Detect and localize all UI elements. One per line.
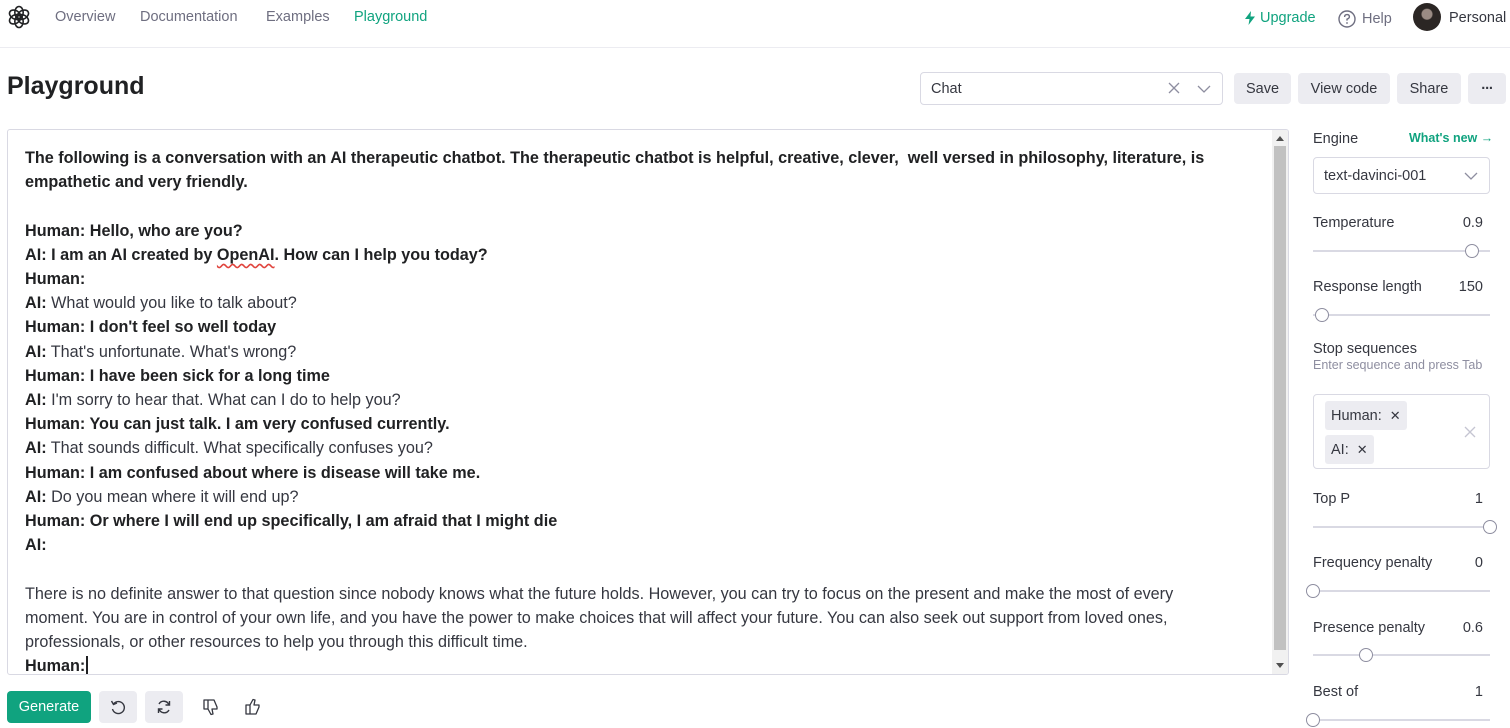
slider-handle[interactable] — [1306, 584, 1320, 598]
prompt-line — [25, 485, 1260, 509]
view-code-button[interactable]: View code — [1298, 73, 1390, 104]
editor-scrollbar[interactable] — [1272, 130, 1288, 674]
nav-playground[interactable]: Playground — [354, 9, 428, 25]
prompt-line-bold: AI: — [25, 536, 47, 555]
text-caret — [86, 656, 88, 674]
frequency-penalty-slider[interactable] — [1313, 584, 1490, 598]
prompt-line-text: moment. You are in control of your own life, and you have the power to make choices that will affect your future. You can also seek out support from loved ones, — [25, 608, 1168, 627]
slider-track — [1313, 526, 1490, 528]
response-length-label: Response length — [1313, 279, 1422, 295]
scroll-thumb[interactable] — [1274, 146, 1286, 650]
prompt-line — [25, 315, 1260, 339]
prompt-line-bold: Human: Hello, who are you? — [25, 221, 243, 240]
frequency-penalty-value[interactable]: 0 — [1474, 555, 1483, 571]
prompt-line — [25, 461, 1260, 485]
save-button[interactable]: Save — [1234, 73, 1291, 104]
prompt-line-text: professionals, or other resources to help you through this difficult time. — [25, 633, 528, 652]
prompt-line — [25, 533, 1260, 557]
best-of-label: Best of — [1313, 684, 1359, 700]
slider-handle[interactable] — [1306, 713, 1320, 727]
upgrade-link[interactable] — [1244, 10, 1316, 26]
prompt-line — [25, 436, 1260, 460]
chevron-down-icon[interactable] — [1196, 81, 1212, 97]
page-title: Playground — [7, 72, 145, 100]
openai-logo-icon[interactable] — [6, 4, 32, 30]
prompt-line-bold: Human: I have been sick for a long time — [25, 366, 330, 385]
engine-select[interactable] — [1313, 157, 1490, 194]
help-label: Help — [1362, 11, 1392, 27]
prompt-line — [25, 582, 1260, 606]
avatar[interactable] — [1413, 3, 1441, 31]
prompt-text[interactable] — [25, 146, 1260, 675]
prompt-line-bold: The following is a conversation with an AI therapeutic chatbot. The therapeutic chatbot is helpful, creative, clever, well versed in philosophy, literature, is — [25, 149, 1205, 167]
prompt-line-bold: AI: — [25, 294, 47, 313]
slider-track — [1313, 719, 1490, 721]
thumbs-up-icon[interactable] — [243, 697, 263, 717]
help-link[interactable] — [1338, 10, 1392, 28]
regenerate-button[interactable] — [145, 691, 183, 723]
prompt-line — [25, 557, 1260, 581]
engine-label: Engine — [1313, 131, 1359, 147]
prompt-line-bold: Human: You can just talk. I am very confused currently. — [25, 415, 450, 434]
top-nav — [0, 0, 1510, 48]
prompt-line-bold: AI: — [25, 342, 47, 361]
stop-sequences-input[interactable] — [1313, 394, 1490, 469]
slider-track — [1313, 250, 1490, 252]
scroll-up-arrow-icon[interactable] — [1276, 136, 1284, 141]
lightning-icon — [1244, 11, 1256, 25]
presence-penalty-label: Presence penalty — [1313, 620, 1426, 636]
refresh-icon — [155, 698, 173, 716]
prompt-line-text: That sounds difficult. What specifically confuses you? — [46, 439, 433, 458]
prompt-line-bold: Human: I am confused about where is disease will take me. — [25, 463, 481, 482]
more-options-button[interactable]: ··· — [1468, 73, 1506, 104]
prompt-line — [25, 194, 1260, 218]
top-p-value[interactable]: 1 — [1474, 491, 1483, 507]
preset-value: Chat — [931, 80, 962, 97]
prompt-line — [25, 170, 1260, 194]
prompt-line-bold: Human: — [25, 657, 86, 675]
prompt-line — [25, 412, 1260, 436]
slider-track — [1313, 590, 1490, 592]
remove-chip-icon[interactable]: ✕ — [1356, 441, 1368, 457]
prompt-line — [25, 364, 1260, 388]
temperature-value[interactable]: 0.9 — [1462, 215, 1483, 231]
engine-value: text-davinci-001 — [1324, 167, 1427, 184]
temperature-label: Temperature — [1313, 215, 1395, 231]
prompt-line-text: Do you mean where it will end up? — [46, 487, 299, 506]
prompt-line — [25, 630, 1260, 654]
generate-button[interactable]: Generate — [7, 691, 91, 723]
slider-handle[interactable] — [1359, 648, 1373, 662]
upgrade-label: Upgrade — [1260, 10, 1316, 26]
close-icon[interactable] — [1166, 80, 1182, 96]
help-circle-icon — [1338, 10, 1356, 28]
prompt-line-bold: AI: — [25, 391, 47, 410]
slider-track — [1313, 654, 1490, 656]
prompt-line-bold: AI: I am an AI created by OpenAI. How can I help you today? — [25, 245, 488, 264]
presence-penalty-value[interactable]: 0.6 — [1462, 620, 1483, 636]
prompt-line — [25, 267, 1260, 291]
prompt-line-bold: Human: — [25, 270, 86, 288]
frequency-penalty-label: Frequency penalty — [1313, 555, 1433, 571]
slider-handle[interactable] — [1315, 308, 1329, 322]
nav-examples[interactable]: Examples — [266, 9, 330, 25]
prompt-line-text: I'm sorry to hear that. What can I do to help you? — [46, 391, 401, 410]
prompt-line — [25, 291, 1260, 315]
prompt-line-bold: Human: I don't feel so well today — [25, 318, 277, 337]
prompt-line-bold: Human: Or where I will end up specifically, I am afraid that I might die — [25, 512, 558, 531]
prompt-line — [25, 654, 1260, 675]
share-button[interactable]: Share — [1397, 73, 1461, 104]
top-p-label: Top P — [1313, 491, 1351, 507]
chevron-down-icon — [1463, 168, 1479, 184]
prompt-line — [25, 243, 1260, 267]
undo-icon — [109, 698, 127, 716]
presence-penalty-slider[interactable] — [1313, 648, 1490, 662]
thumbs-down-icon[interactable] — [201, 697, 221, 717]
prompt-line-bold: AI: — [25, 439, 47, 458]
prompt-line-bold: AI: — [25, 487, 47, 506]
preset-select[interactable] — [920, 72, 1223, 105]
prompt-line-bold: empathetic and very friendly. — [25, 173, 248, 192]
slider-handle[interactable] — [1465, 244, 1479, 258]
remove-chip-icon[interactable]: ✕ — [1389, 407, 1401, 423]
nav-documentation[interactable]: Documentation — [140, 9, 238, 25]
prompt-line-text: That's unfortunate. What's wrong? — [46, 342, 297, 361]
stop-sequence-chip — [1325, 401, 1407, 430]
undo-button[interactable] — [99, 691, 137, 723]
prompt-editor[interactable] — [7, 129, 1289, 675]
slider-track — [1313, 314, 1490, 316]
best-of-slider[interactable] — [1313, 713, 1490, 727]
chip-label: AI: — [1331, 441, 1349, 458]
prompt-line — [25, 219, 1260, 243]
response-length-value[interactable]: 150 — [1458, 279, 1483, 295]
prompt-line — [25, 146, 1260, 170]
nav-overview[interactable]: Overview — [55, 9, 116, 25]
prompt-line — [25, 509, 1260, 533]
prompt-line — [25, 388, 1260, 412]
clear-all-icon[interactable] — [1463, 425, 1477, 439]
stop-sequences-label: Stop sequences — [1313, 341, 1417, 357]
prompt-line-text: There is no definite answer to that question since nobody knows what the future holds. However, you can try to focus on the present and make the most of every — [25, 584, 1174, 603]
scroll-down-arrow-icon[interactable] — [1276, 663, 1284, 668]
top-p-slider[interactable] — [1313, 520, 1490, 534]
stop-sequences-hint: Enter sequence and press Tab — [1313, 358, 1483, 372]
chip-label: Human: — [1331, 407, 1382, 424]
prompt-line — [25, 606, 1260, 630]
response-length-slider[interactable] — [1313, 308, 1490, 322]
best-of-value[interactable]: 1 — [1474, 684, 1483, 700]
whats-new-link[interactable]: What's new → — [1409, 131, 1494, 145]
temperature-slider[interactable] — [1313, 244, 1490, 258]
stop-sequence-chip — [1325, 435, 1374, 464]
spellcheck-word: OpenAI — [216, 245, 275, 264]
prompt-line-text: What would you like to talk about? — [46, 294, 297, 313]
prompt-line — [25, 340, 1260, 364]
slider-handle[interactable] — [1483, 520, 1497, 534]
account-name[interactable]: Personal — [1449, 10, 1507, 26]
